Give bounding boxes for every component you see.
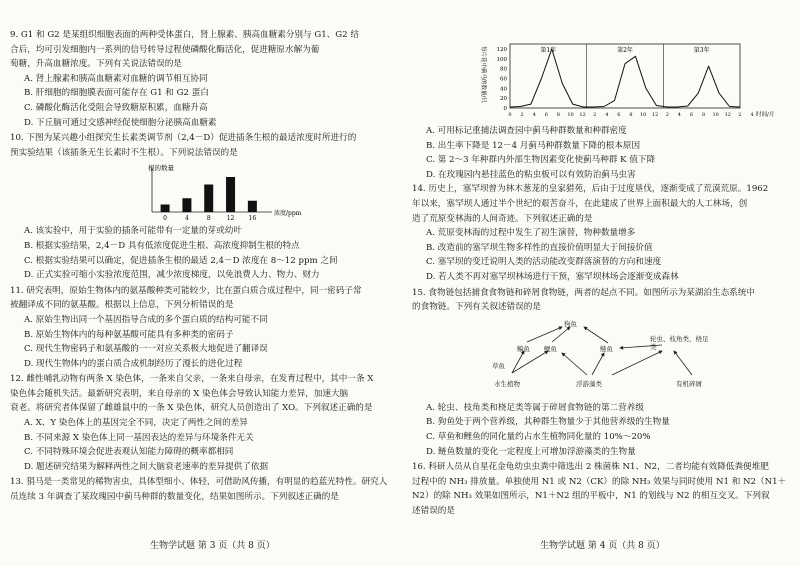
q14-option-a: A. 荒原变林海的过程中发生了初生演替，物种数量增多 xyxy=(426,228,636,239)
x-tick-label: 10 xyxy=(712,112,719,118)
thrips-line-chart xyxy=(412,34,794,124)
panel-label: 第2年 xyxy=(617,47,633,54)
q12-option-a: A. X、Y 染色体上的基因完全不同，决定了两性之间的差异 xyxy=(24,418,248,429)
panel-label: 第3年 xyxy=(693,47,710,54)
question-15 xyxy=(412,286,794,460)
q10-option-a: A. 该实验中，用于实验的插条可能带有一定量的芽或幼叶 xyxy=(24,226,242,237)
x-tick-label: 4 xyxy=(750,112,754,118)
x-tick-label: 8 xyxy=(629,112,633,118)
line-chart-svg xyxy=(412,34,794,124)
node-carp: 鲤鱼 xyxy=(544,344,557,353)
x-tick-label: 12 xyxy=(724,112,731,118)
x-tick-label: 2 xyxy=(593,112,597,118)
chart-title: 根的数量 xyxy=(148,164,174,173)
right-column xyxy=(412,34,794,519)
q10-stem-line: 10. 下图为某兴趣小组探究生长素类调节剂（2,4－D）促进插条生根的最适浓度时所进行的 xyxy=(10,133,357,144)
bar xyxy=(248,201,257,212)
food-chain-arrows xyxy=(412,315,794,401)
q13-stem-line: 员连续 3 年调查了某玫瑰园中蓟马种群的数量变化，结果如图所示。下列叙述正确的是 xyxy=(10,492,339,503)
y-tick-label: 20 xyxy=(500,96,507,103)
y-tick-label: 80 xyxy=(500,66,507,73)
x-tick-label: 10 xyxy=(567,112,574,118)
node-aquatic-plant: 水生植物 xyxy=(494,379,520,388)
x-tick-label: 4 xyxy=(532,112,536,118)
q11-option-d: D. 现代生物体内的蛋白质合成机制经历了漫长的进化过程 xyxy=(24,358,243,369)
root-bar-chart xyxy=(130,162,310,222)
q16-stem-line: 16. 科研人员从自星花金龟幼虫虫粪中筛选出 2 株菌株 N1、N2，二者均能有效降低粪便堆肥 xyxy=(412,462,769,473)
question-9 xyxy=(10,28,395,130)
q13-option-a: A. 可用标记重捕法调查园中蓟马种群数量和种群密度 xyxy=(426,126,627,136)
q15-option-c: C. 草鱼和鲤鱼的同化量约占水生植物同化量的 10%～20% xyxy=(426,431,651,442)
q10-option-b: B. 根据实验结果，2,4－D 具有低浓度促进生根、高浓度抑制生根的特点 xyxy=(24,240,300,251)
q14-option-b: B. 改造前的塞罕坝生物多样性的直接价值明显大于间接价值 xyxy=(426,242,653,253)
q16-stem-line: 过程中的 NH₃ 排放量。单独使用 N1 或 N2（CK）的除 NH₃ 效果与同时使用 N1 和 N2（N1＋ xyxy=(412,476,787,487)
q11-option-c: C. 现代生物密码子和氨基酸的一一对应关系极大地促进了翻译误 xyxy=(24,344,268,355)
x-tick-label: 8 xyxy=(206,215,211,223)
q12-stem-line: 衰老。将研究者体保留了雌雄鼠中的一条 X 染色体，研究人员创造出了 XO。下列叙述正确的是 xyxy=(10,403,373,414)
q12-option-c: C. 不同特殊环境会促进表观认知能力障碍的概率都相同 xyxy=(24,447,234,458)
x-tick-label: 4 xyxy=(184,215,189,223)
left-column xyxy=(10,28,395,506)
x-axis-label: 浓度/ppm xyxy=(274,210,302,218)
q10-option-d: D. 正式实验可缩小实验浓度范围，减少浓度梯度，以免浪费人力、物力、财力 xyxy=(24,270,320,281)
q12-option-b: B. 不同来源 X 染色体上同一基因表达的差异与环境条件无关 xyxy=(24,432,254,443)
question-13 xyxy=(10,475,395,504)
series-line xyxy=(510,49,740,107)
bar xyxy=(182,199,191,213)
q14-stem-line: 造了荒原变林海的人间奇迹。下列叙述正确的是 xyxy=(412,213,593,224)
bar-chart-svg xyxy=(130,162,310,222)
node-pike: 狗鱼 xyxy=(564,319,577,328)
q14-stem-line: 14. 历史上，塞罕坝曾为林木葱茏的皇家猎苑，后由于过度垦伐，逐渐变成了荒漠荒原。1962 xyxy=(412,184,769,195)
question-12 xyxy=(10,372,395,474)
bar xyxy=(204,185,213,213)
q16-stem-line: N2）的除 NH₃ 效果如图所示，N1＋N2 组的平板中，N1 的划线与 N2 的相互交叉。下列叙 xyxy=(412,491,770,502)
y-tick-label: 120 xyxy=(496,46,507,53)
x-tick-label: 2 xyxy=(520,112,524,118)
x-tick-label: 4 xyxy=(605,112,609,118)
x-tick-label: 8 xyxy=(556,112,560,118)
x-tick-label: 10 xyxy=(639,112,647,118)
q14-option-c: C. 塞罕坝的变迁说明人类的活动能改变群落演替的方向和速度 xyxy=(426,257,662,268)
y-axis-label: 每片花中蓟马的数量/只 xyxy=(480,46,486,103)
q9-stem-line: 9. G1 和 G2 是某组织细胞表面的两种受体蛋白，肾上腺素、胰高血糖素分别与 G1、G2 结 xyxy=(10,30,359,40)
q15-stem-line: 的食物链。下列有关叙述错误的是 xyxy=(412,302,541,313)
x-tick-label: 12 xyxy=(226,215,235,223)
x-tick-label: 12 xyxy=(652,112,659,118)
q12-stem-line: 12. 雌性哺乳动物有两条 X 染色体，一条来自父亲，一条来自母亲，在发育过程中，其中一条 X xyxy=(10,374,374,385)
x-tick-label: 0 xyxy=(508,112,512,118)
y-tick-label: 60 xyxy=(500,76,507,83)
page-footer-left: 生物学试题 第 3 页（共 8 页） xyxy=(150,541,275,551)
q13-option-d: D. 在玫瑰园内悬挂蓝色的粘虫板可以有效防治蓟马虫害 xyxy=(426,169,636,180)
node-silver: 鲢鱼 xyxy=(600,344,613,353)
x-tick-label: 0 xyxy=(163,215,168,223)
q15-option-b: B. 狗鱼处于两个营养级，其种群生物量少于其他营养级的生物量 xyxy=(426,417,670,428)
q9-stem-line: 合后，均可引发细胞内一系列的信号转导过程使磷酸化酶活化，促进糖原水解为葡 xyxy=(10,44,320,55)
node-algae: 浮游藻类 xyxy=(576,379,602,388)
q9-option-b: B. 肝细胞的细胞膜表面可能存在 G1 和 G2 蛋白 xyxy=(24,88,209,99)
q12-stem-line: 染色体会随机失活。最新研究表明，来自母亲的 X 染色体会导致认知能力差异，加速大脑 xyxy=(10,388,349,399)
x-tick-label: 6 xyxy=(617,112,621,118)
node-grasscarp: 草鱼 xyxy=(492,361,505,370)
node-zooplankton: 轮虫、枝角类、桡足类 xyxy=(650,334,709,351)
q13-stem-line: 13. 狷马是一类常见的稀物害虫，具体型细小、体轻，可借助风传播，有明显的趋蓝光特性。研究人 xyxy=(10,477,388,488)
q15-stem-line: 15. 食物链包括捕食食物链和碎屑食物链，两者的起点不同。如图所示为某湖泊生态系统中 xyxy=(412,287,755,298)
x-tick-label: 16 xyxy=(248,215,257,223)
question-16 xyxy=(412,460,794,518)
panel-label: 第1年 xyxy=(540,47,557,54)
question-10 xyxy=(10,131,395,283)
q10-option-c: C. 根据实验结果可以确定，促进插条生根的最适 2,4－D 浓度在 8～12 ppm 之间 xyxy=(24,255,338,266)
x-tick-label: 6 xyxy=(544,112,548,118)
bar xyxy=(226,177,235,212)
x-tick-label: 2 xyxy=(665,112,669,118)
x-tick-label: 2 xyxy=(738,112,742,118)
node-detritus: 有机碎屑 xyxy=(676,379,702,388)
q12-option-d: D. 题述研究结果为解释两性之间大脑衰老速率的差异提供了依据 xyxy=(24,461,269,472)
page-footer-right: 生物学试题 第 4 页（共 8 页） xyxy=(540,541,665,551)
q11-option-b: B. 原始生物体内的每种氨基酸可能具有多种类的密码子 xyxy=(24,329,234,340)
q14-stem-line: 年以来，塞罕坝人通过半个世纪的艰苦奋斗，在此建成了世界上面积最大的人工林场，创 xyxy=(412,198,748,209)
bar xyxy=(161,205,170,213)
q9-option-a: A. 肾上腺素和胰高血糖素对血糖的调节相互协同 xyxy=(24,73,208,84)
q13-option-c: C. 第 2～3 年种群内外部生物因素变化使蓟马种群 K 值下降 xyxy=(426,155,656,166)
y-tick-label: 0 xyxy=(503,106,507,112)
question-14 xyxy=(412,182,794,284)
x-tick-label: 8 xyxy=(702,112,706,118)
question-11 xyxy=(10,284,395,372)
q14-option-d: D. 若人类不再对塞罕坝林场进行干预，塞罕坝林场会逐渐变成森林 xyxy=(426,271,679,282)
q15-option-a: A. 轮虫、枝角类和桡足类等属于碎屑食物链的第二营养级 xyxy=(426,402,644,413)
q11-stem-line: 被翻译成不同的氨基酸。根据以上信息，下列分析错误的是 xyxy=(10,300,234,311)
x-tick-label: 4 xyxy=(677,112,681,118)
q9-stem-line: 萄糖，升高血糖浓度。下列有关说法错误的是 xyxy=(10,59,182,70)
q9-option-d: D. 下丘脑可通过交感神经促使细胞分泌胰高血糖素 xyxy=(24,117,217,128)
y-tick-label: 100 xyxy=(496,56,507,63)
q11-option-a: A. 原始生物出同一个基因指导合成的多个蛋白质的结构可能不同 xyxy=(24,314,268,325)
q9-option-c: C. 磷酸化酶活化受阻会导致糖原积累，血糖升高 xyxy=(24,102,208,113)
q16-stem-line: 述错误的是 xyxy=(412,505,455,516)
q15-option-d: D. 鲢鱼数量的变化一定程度上可增加浮游藻类的生物量 xyxy=(426,446,636,457)
x-axis-label: 时间/月 xyxy=(756,112,775,118)
x-tick-label: 12 xyxy=(579,112,586,118)
q13-option-b: B. 出生率下降是 12－4 月蓟马种群数量下降的根本原因 xyxy=(426,140,641,151)
y-tick-label: 40 xyxy=(500,86,507,93)
food-chain-diagram xyxy=(412,315,794,401)
node-bream: 鳊鱼 xyxy=(517,344,530,353)
q10-stem-line: 预实验结果（该插条无生长素时不生根）。下列说法错误的是 xyxy=(10,147,238,158)
x-tick-label: 6 xyxy=(689,112,694,118)
q11-stem-line: 11. 研究表明，原始生物体内的氨基酸种类可能较少，比在蛋白质合成过程中，同一密码子常 xyxy=(10,285,362,296)
